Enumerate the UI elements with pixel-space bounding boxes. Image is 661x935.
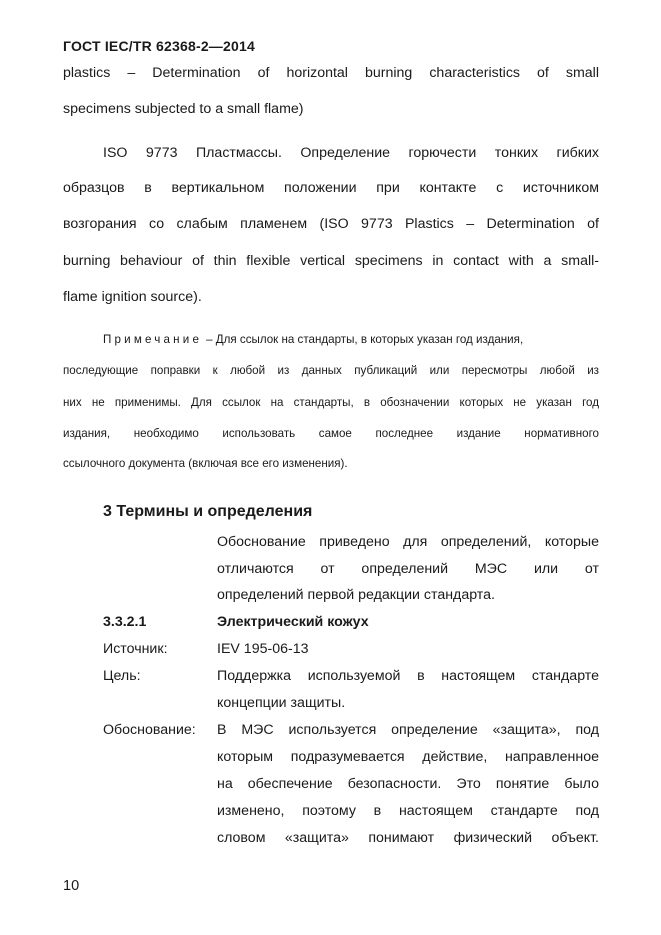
purpose-line-1: Поддержка используемой в настоящем стандарте <box>217 668 599 684</box>
intro-line-3: определений первой редакции стандарта. <box>217 587 495 603</box>
note-line-4: издания, необходимо использовать самое последнее издание нормативного <box>63 427 599 440</box>
note-line-3: них не применимы. Для ссылок на стандарты, в обозначении которых не указан год <box>63 396 599 409</box>
para1-line-1: plastics – Determination of horizontal burning characteristics of small <box>63 65 599 81</box>
note-label: Примечание <box>103 333 203 346</box>
para2-line-3: возгорания со слабым пламенем (ISO 9773 Plastics – Determination of <box>63 216 599 232</box>
section-heading: 3 Термины и определения <box>103 503 313 520</box>
note-text-1: – Для ссылок на стандарты, в которых указан год издания, <box>206 333 524 346</box>
rationale-line-3: на обеспечение безопасности. Это понятие было <box>217 776 599 792</box>
rationale-line-5: словом «защита» понимают физический объект. <box>217 830 599 846</box>
rationale-label: Обоснование: <box>103 722 196 738</box>
para2-line-4: burning behaviour of thin flexible vertical specimens in contact with a small- <box>63 253 599 269</box>
clause-title: Электрический кожух <box>217 614 369 630</box>
clause-number: 3.3.2.1 <box>103 614 147 630</box>
rationale-line-1: В МЭС используется определение «защита», под <box>217 722 599 738</box>
document-header: ГОСТ IEC/TR 62368-2—2014 <box>63 38 255 54</box>
purpose-label: Цель: <box>103 668 141 684</box>
para2-line-2: образцов в вертикальном положении при контакте с источником <box>63 180 599 196</box>
source-label: Источник: <box>103 641 168 657</box>
note-line-1 <box>103 333 599 346</box>
para2-line-5: flame ignition source). <box>63 289 202 305</box>
intro-line-2: отличаются от определений МЭС или от <box>217 561 599 577</box>
purpose-line-2: концепции защиты. <box>217 695 346 711</box>
note-line-2: последующие поправки к любой из данных публикаций или пересмотры любой из <box>63 364 599 377</box>
rationale-line-4: изменено, поэтому в настоящем стандарте под <box>217 803 599 819</box>
source-value: IEV 195-06-13 <box>217 641 309 657</box>
note-line-5: ссылочного документа (включая все его изменения). <box>63 457 348 470</box>
para2-line-1: ISO 9773 Пластмассы. Определение горючести тонких гибких <box>103 145 599 161</box>
intro-line-1: Обоснование приведено для определений, которые <box>217 534 599 550</box>
rationale-line-2: которым подразумевается действие, направленное <box>217 749 599 765</box>
page-number: 10 <box>63 878 80 894</box>
para1-line-2: specimens subjected to a small flame) <box>63 101 304 117</box>
